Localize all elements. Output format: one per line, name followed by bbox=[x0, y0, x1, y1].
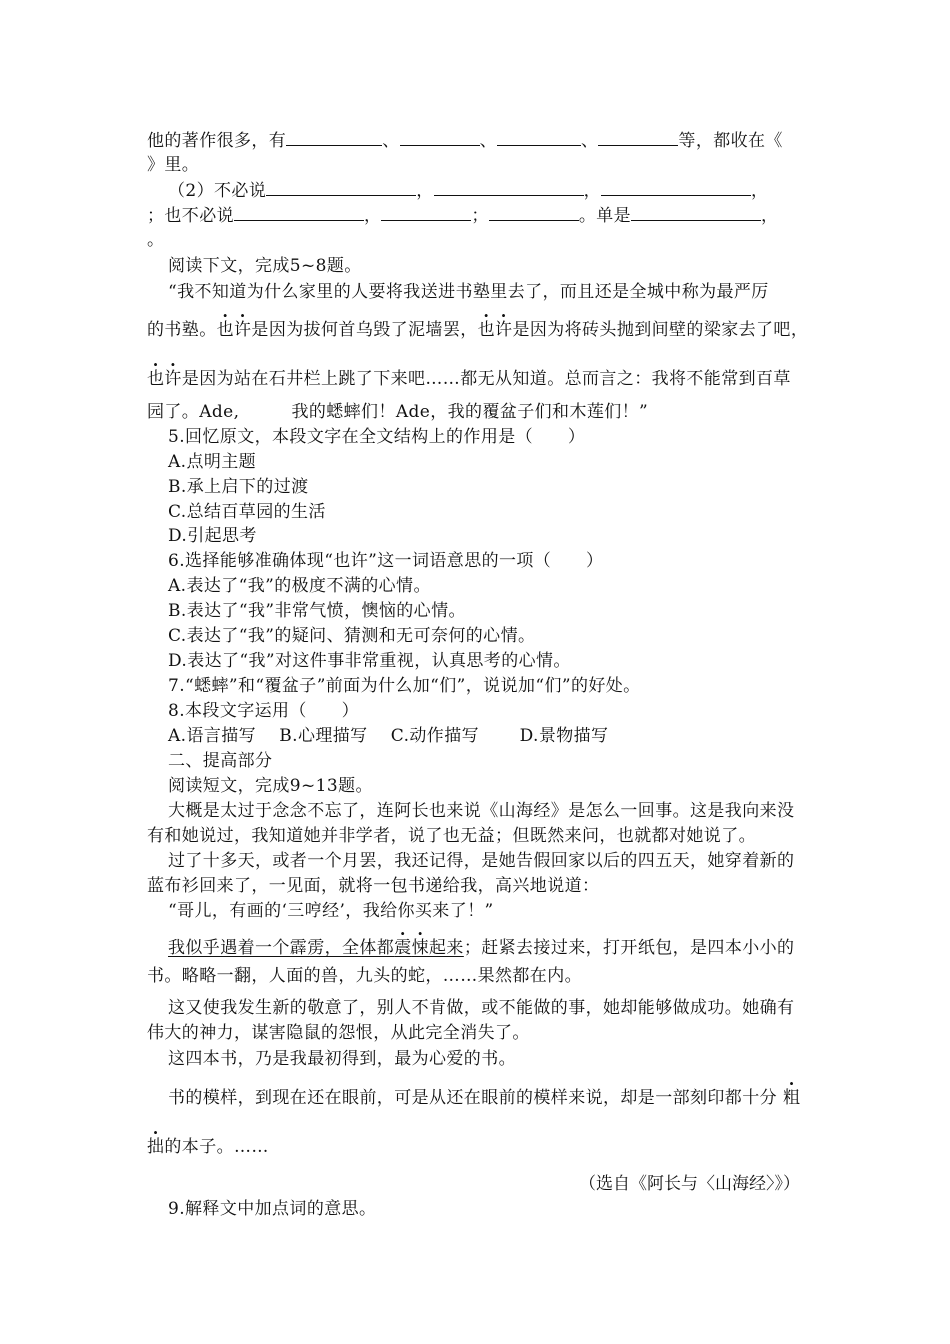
text: 的书塾。 bbox=[147, 320, 217, 340]
answer-blank[interactable] bbox=[598, 128, 678, 146]
q8-options[interactable]: A.语言描写 B.心理描写 C.动作描写 D.景物描写 bbox=[168, 726, 609, 746]
passage2-p2-line-1: 过了十多天，或者一个月罢，我还记得，是她告假回家以后的四五天，她穿着新的 bbox=[168, 851, 795, 871]
text: ； bbox=[471, 206, 489, 226]
text: 我的蟋蟀们！Ade，我的覆盆子们和木莲们！” bbox=[291, 402, 649, 422]
underlined-text: 起来 bbox=[429, 938, 464, 958]
section2-heading: 二、提高部分 bbox=[168, 751, 273, 771]
passage-line-4 bbox=[147, 400, 817, 424]
text: ；也不必说 bbox=[147, 206, 234, 226]
q4-part2-line-3: 。 bbox=[147, 230, 165, 250]
question-5: 5.回忆原文，本段文字在全文结构上的作用是（ ） bbox=[168, 427, 586, 447]
dotted-char: 悚 bbox=[411, 938, 430, 958]
q5-option-c[interactable]: C.总结百草园的生活 bbox=[168, 502, 326, 522]
passage2-p7-line-1 bbox=[168, 1086, 838, 1110]
dotted-char: 也 bbox=[216, 320, 235, 340]
q5-option-b[interactable]: B.承上启下的过渡 bbox=[168, 477, 309, 497]
q6-option-b[interactable]: B.表达了“我”非常气愤，懊恼的心情。 bbox=[168, 601, 466, 621]
passage2-p5-line-1: 这又使我发生新的敬意了，别人不肯做，或不能做的事，她却能够做成功。她确有 bbox=[168, 998, 795, 1018]
answer-blank[interactable] bbox=[400, 128, 480, 146]
text: 、 bbox=[581, 131, 599, 151]
text: 是因为站在石井栏上跳了下来吧……都无从知道。总而言之：我将不能常到百草 bbox=[181, 369, 791, 389]
section1-intro: 阅读下文，完成5~8题。 bbox=[168, 256, 362, 276]
passage-source: （选自《阿长与〈山海经〉》） bbox=[579, 1174, 800, 1194]
passage2-p1-line-1: 大概是太过于念念不忘了，连阿长也来说《山海经》是怎么一回事。这是我向来没 bbox=[168, 801, 795, 821]
answer-blank[interactable] bbox=[381, 203, 471, 221]
text: 的本子。…… bbox=[164, 1137, 269, 1157]
dotted-char: 拙 bbox=[147, 1137, 165, 1157]
passage2-p4-line-2: 书。略略一翻，人面的兽，九头的蛇，……果然都在内。 bbox=[147, 966, 582, 986]
q5-option-d[interactable]: D.引起思考 bbox=[168, 526, 257, 546]
text: （2）不必说 bbox=[168, 181, 267, 201]
passage2-p5-line-2: 伟大的神力，谋害隐鼠的怨恨，从此完全消失了。 bbox=[147, 1023, 530, 1043]
question-9: 9.解释文中加点词的意思。 bbox=[168, 1199, 377, 1219]
q6-option-d[interactable]: D.表达了“我”对这件事非常重视，认真思考的心情。 bbox=[168, 651, 571, 671]
text: ， bbox=[751, 181, 769, 201]
text: 书的模样，到现在还在眼前，可是从还在眼前的模样来说，却是一部刻印都十分 bbox=[168, 1088, 777, 1108]
q4-part2-line-2 bbox=[147, 203, 817, 228]
text: ；赶紧去接过来，打开纸包，是四本小小的 bbox=[463, 938, 795, 958]
q4-part2-line-1 bbox=[168, 178, 838, 203]
dotted-char: 许 bbox=[164, 369, 182, 389]
q5-option-a[interactable]: A.点明主题 bbox=[168, 452, 257, 472]
answer-blank[interactable] bbox=[601, 178, 751, 196]
text: ， bbox=[416, 181, 434, 201]
text: ， bbox=[761, 206, 779, 226]
text: 、 bbox=[382, 131, 400, 151]
answer-blank[interactable] bbox=[234, 203, 364, 221]
dotted-char: 许 bbox=[234, 320, 252, 340]
dotted-char: 震 bbox=[394, 938, 412, 958]
answer-blank[interactable] bbox=[434, 178, 584, 196]
text: ， bbox=[583, 181, 602, 201]
passage-line-1: “我不知道为什么家里的人要将我送进书塾里去了，而且还是全城中称为最严厉 bbox=[168, 282, 769, 302]
answer-blank[interactable] bbox=[286, 128, 382, 146]
text: 他的著作很多，有 bbox=[147, 131, 287, 151]
text: 园了。Ade, bbox=[147, 402, 240, 422]
section2-intro: 阅读短文，完成9~13题。 bbox=[168, 776, 373, 796]
question-8: 8.本段文字运用（ ） bbox=[168, 701, 360, 721]
text: 是因为拔何首乌毁了泥墙罢， bbox=[251, 320, 478, 340]
q6-option-c[interactable]: C.表达了“我”的疑问、猜测和无可奈何的心情。 bbox=[168, 626, 536, 646]
passage2-p1-line-2: 有和她说过，我知道她并非学者，说了也无益；但既然来问，也就都对她说了。 bbox=[147, 826, 756, 846]
underlined-text: 我似乎遇着一个霹雳，全体都 bbox=[168, 938, 395, 958]
answer-blank[interactable] bbox=[631, 203, 761, 221]
question-6: 6.选择能够准确体现“也许”这一词语意思的一项（ ） bbox=[168, 551, 604, 571]
passage2-p3: “哥儿，有画的‘三哼经’，我给你买来了！” bbox=[168, 901, 494, 921]
passage2-p6: 这四本书，乃是我最初得到，最为心爱的书。 bbox=[168, 1049, 516, 1069]
dotted-char: 粗 bbox=[783, 1088, 801, 1108]
answer-blank[interactable] bbox=[497, 128, 581, 146]
text: 。单是 bbox=[578, 206, 632, 226]
dotted-char: 也 bbox=[477, 320, 496, 340]
question-7: 7.“蟋蟀”和“覆盆子”前面为什么加“们”，说说加“们”的好处。 bbox=[168, 676, 641, 696]
dotted-char: 也 bbox=[147, 369, 165, 389]
passage-line-2 bbox=[147, 318, 817, 342]
q4-line-1 bbox=[147, 128, 817, 153]
answer-blank[interactable] bbox=[489, 203, 579, 221]
passage-line-3 bbox=[147, 367, 817, 391]
dotted-char: 许 bbox=[495, 320, 513, 340]
text: ， bbox=[364, 206, 382, 226]
answer-blank[interactable] bbox=[266, 178, 416, 196]
text: 是因为将砖头抛到间壁的梁家去了吧， bbox=[512, 320, 809, 340]
text: 等，都收在《 bbox=[678, 131, 783, 151]
passage2-p2-line-2: 蓝布衫回来了，一见面，就将一包书递给我，高兴地说道： bbox=[147, 876, 600, 896]
q4-line-2: 》里。 bbox=[147, 155, 200, 175]
passage2-p4-line-1 bbox=[168, 936, 838, 960]
q6-option-a[interactable]: A.表达了“我”的极度不满的心情。 bbox=[168, 576, 431, 596]
passage2-p7-line-2 bbox=[147, 1135, 817, 1159]
text: 、 bbox=[479, 131, 498, 151]
